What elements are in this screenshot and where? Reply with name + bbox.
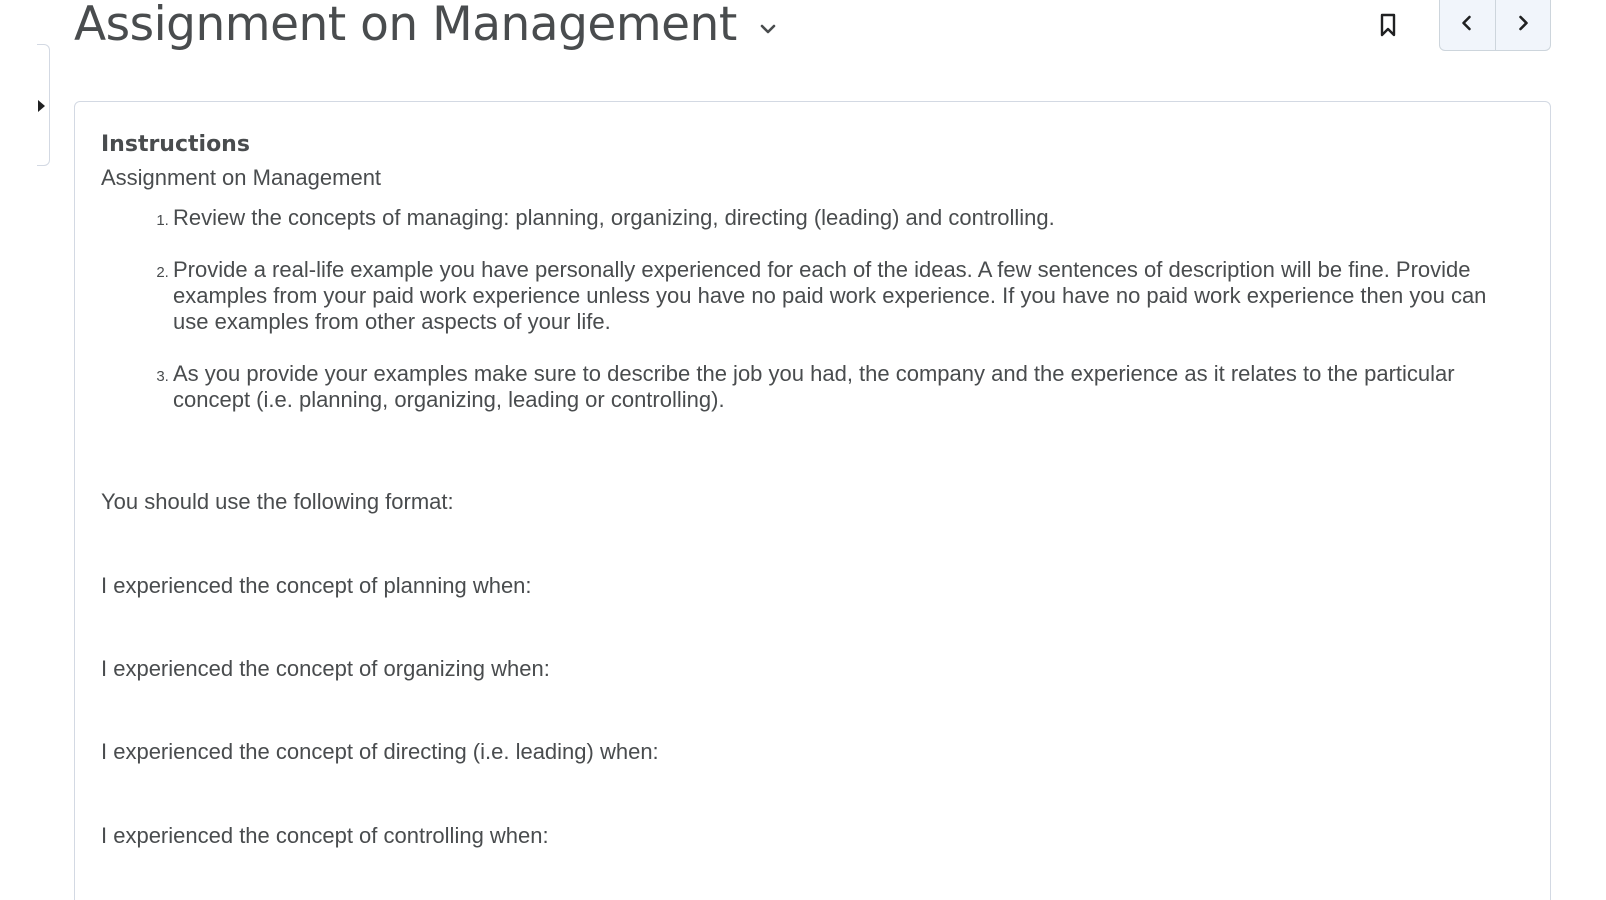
chevron-left-icon — [1458, 14, 1476, 37]
list-item: 3. As you provide your examples make sure to describe the job you had, the company and the experience as it relates to the particular concept (i.e. planning, organizing, leading or controlling). — [173, 361, 1520, 413]
chevron-right-icon — [1514, 14, 1532, 37]
instructions-heading: Instructions — [101, 132, 250, 157]
chevron-down-icon[interactable] — [757, 18, 779, 40]
assignment-subtitle: Assignment on Management — [101, 165, 382, 190]
previous-topic-button[interactable] — [1440, 0, 1495, 50]
format-line-directing: I experienced the concept of directing (i.e. leading) when: — [101, 739, 659, 764]
format-line-organizing: I experienced the concept of organizing when: — [101, 656, 550, 681]
topic-navigation — [1439, 0, 1551, 51]
instructions-body — [101, 132, 1520, 848]
format-line-controlling: I experienced the concept of controlling when: — [101, 823, 549, 848]
list-item: 1. Review the concepts of managing: planning, organizing, directing (leading) and controlling. — [173, 205, 1520, 231]
next-topic-button[interactable] — [1495, 0, 1551, 50]
instructions-card — [74, 101, 1551, 900]
title-row — [74, 0, 779, 56]
instruction-steps — [101, 205, 1520, 413]
format-line-planning: I experienced the concept of planning when: — [101, 573, 532, 598]
page-title: Assignment on Management — [74, 0, 737, 52]
side-panel-toggle[interactable] — [37, 44, 50, 166]
caret-right-icon — [38, 100, 45, 112]
bookmark-icon[interactable] — [1378, 12, 1398, 38]
list-item: 2. Provide a real-life example you have personally experienced for each of the ideas. A few sentences of description will be fine. Provide examples from your paid work experience unless you have no paid work experience. If you have no paid work experience then you can use examples from other aspects of your life. — [173, 257, 1520, 335]
format-intro: You should use the following format: — [101, 489, 454, 514]
